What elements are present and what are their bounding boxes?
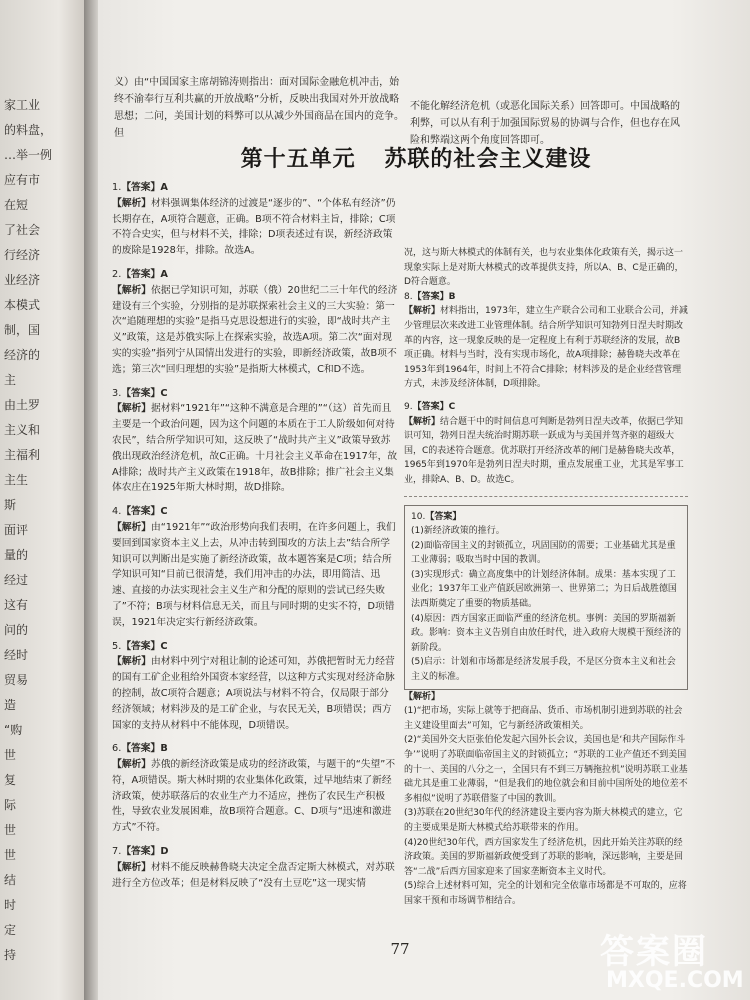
- question-number: 4.: [112, 506, 122, 518]
- right-column: [404, 246, 688, 917]
- analysis-point: (5)综合上述材料可知，完全的计划和完全依靠市场都是不可取的，应将国家干预和市场调节相结合。: [404, 881, 687, 906]
- previous-page-fragment: 面评: [4, 523, 29, 537]
- carryover-text-left: 义）由“中国国家主席胡锦涛则指出：面对国际金融危机冲击，始终不渝奉行互利共赢的开放战略”分析，反映出我国对外开放战略思想；二问，美国计划的料弊可以从减少外国商品在国内的竞争。但: [114, 77, 404, 139]
- previous-page-fragment: 这有: [4, 598, 29, 612]
- question-number: 9.: [404, 401, 413, 412]
- question-number: 6.: [112, 743, 122, 755]
- analysis-label: 【解析】: [112, 284, 151, 296]
- answer-value: B: [160, 743, 168, 755]
- answer-point: (2)面临帝国主义的封锁孤立，巩固国防的需要；工业基础尤其是重工业薄弱；吸取当时中国的教训。: [411, 540, 676, 566]
- question-item: [404, 400, 688, 488]
- previous-page-fragment: 定: [4, 923, 17, 937]
- previous-page-edge: [0, 0, 84, 1000]
- analysis-point: (4)20世纪30年代，西方国家发生了经济危机，因此开始关注苏联的经济政策。美国的罗斯福新政便受到了苏联的影响，深远影响，主要是回答“二战”后西方国家迎来了国家垄断资本主义时代。: [404, 837, 684, 877]
- answer-line: [404, 400, 688, 415]
- answer-line: [112, 267, 398, 283]
- previous-page-fragment: 由土罗: [4, 398, 41, 412]
- previous-page-fragment: 行经济: [4, 248, 41, 262]
- previous-page-fragment: 经时: [4, 648, 29, 662]
- answer-label: 【答案】: [121, 743, 161, 755]
- analysis-body: 结合题干中的时间信息可判断是勃列日涅夫改革，依据已学知识可知，勃列日涅夫统治时期苏联一跃成为与美国并驾齐驱的超级大国，C的表述符合题意。优苏联打开经济改革的闸门是赫鲁晓夫改革，1965年到1970年是勃列日涅夫时期，重点发展重工业，尤其是军事工业，排除A、B、D。故选C。: [404, 416, 684, 485]
- question-item: [404, 290, 688, 392]
- answer-value: A: [160, 268, 168, 280]
- answer-line: [112, 386, 398, 402]
- answer-value: B: [448, 291, 456, 302]
- answer-line: [112, 741, 398, 757]
- answer-point: (5)启示：计划和市场都是经济发展手段，不是区分资本主义和社会主义的标准。: [411, 657, 676, 683]
- previous-page-fragment: 主福利: [4, 448, 41, 462]
- unit-name: 苏联的社会主义建设: [384, 146, 592, 172]
- question-number: 8.: [404, 291, 413, 302]
- question-item: [112, 844, 398, 891]
- watermark-brand: 答案圈: [600, 932, 708, 972]
- answer-label: 【答案】: [121, 640, 161, 652]
- answer-value: C: [448, 401, 456, 412]
- analysis-text: [112, 283, 398, 378]
- answer-value: C: [160, 506, 168, 518]
- analysis-text: [112, 196, 398, 259]
- previous-page-fragment: 复: [4, 773, 17, 787]
- answer-label: 【答案】: [412, 401, 449, 412]
- previous-page-fragment: 际: [4, 798, 17, 812]
- question-number: 1.: [112, 182, 122, 193]
- question-number: 5.: [112, 640, 122, 652]
- previous-page-fragment: 贸易: [4, 673, 29, 687]
- previous-page-fragment: 问的: [4, 623, 29, 637]
- analysis-text: [404, 415, 688, 488]
- analysis-body: 苏俄的新经济政策是成功的经济政策，与题干的“失望”不符，A项错误。斯大林时期的农业集体化政策，过早地结束了新经济政策，使苏联落后的农业生产力不适应，挫伤了农民生产积极性，导致农业发展困难，故B项符合题意。C、D项与“迅速和激进方式”不符。: [112, 759, 396, 834]
- answer-line: [112, 844, 398, 860]
- question-item: [112, 741, 398, 836]
- analysis-body: 由“1921年”“政治形势向我们表明，在许多问题上，我们要回到国家资本主义上去，从冲击转到围攻的方法上去”结合所学知识可以判断出是实施了新经济政策，故本题答案是C项；结合所学知识可知“目前已很清楚，我们用冲击的办法，即用简洁、迅速、直接的办法实现社会主义生产和分配的原则的尝试已经失败了”不符；B项与材料信息无关，而且与同时期的史实不符，D项错误，1921年决定实行新经济政策。: [112, 521, 396, 628]
- analysis-body: 材料指出，1973年，建立生产联合公司和工业联合公司，并减少管理层次来改进工业管理体制。结合所学知识可知勃列日涅夫时期改革的内容，这一现象反映的是一定程度上有利于苏联经济的发展，故B项正确。材料与当时，没有实现市场化，故A项排除；赫鲁晓夫改革在1953年到1964年，时间上不符合C排除；材料涉及的是企业经营管理方式，未涉及经济体制，D项排除。: [404, 306, 688, 390]
- analysis-label: 【解析】: [112, 759, 151, 771]
- previous-page-fragment: 制，国: [4, 323, 41, 337]
- question-number: 3.: [112, 387, 122, 399]
- previous-page-fragment: 持: [4, 948, 17, 962]
- analysis-label: 【解析】: [112, 656, 151, 668]
- unit-title: [206, 142, 626, 173]
- previous-page-fragment: 经济的: [4, 348, 41, 362]
- previous-page-fragment: 世: [4, 848, 17, 862]
- right-column-continuation: 况，这与斯大林模式的体制有关，也与农业集体化政策有关，揭示这一现象实际上是对斯大林模式的改革提供支持，所以A、B、C是正确的，D符合题意。: [404, 248, 684, 288]
- answer-line: [112, 504, 398, 520]
- analysis-label: 【解析】: [112, 197, 151, 209]
- separator: [404, 496, 688, 497]
- analysis-point: (3)苏联在20世纪30年代的经济建设主要内容为斯大林模式的建立，它的主要成果是斯大林模式给苏联带来的作用。: [404, 808, 683, 833]
- analysis-body: 材料强调集体经济的过渡是“逐步的”、“个体私有经济”仍长期存在，A项符合题意，正确。B项不符合材料主旨，排除；C项不符合史实，但与材料不关，排除；D项表述过有误，新经济政策的废除是1928年，排除。故选A。: [112, 197, 396, 257]
- previous-page-fragment: 的料盘，: [4, 123, 53, 137]
- answer-value: C: [160, 387, 168, 399]
- unit-number: 第十五单元: [240, 146, 356, 172]
- analysis-text: [112, 401, 398, 496]
- answer-label: 【答案】: [412, 291, 449, 302]
- previous-page-fragment: 经过: [4, 573, 29, 587]
- previous-page-fragment: …举一例: [4, 148, 53, 162]
- previous-page-fragment: 主生: [4, 473, 29, 487]
- book-gutter: [84, 0, 98, 1000]
- previous-page-fragment: 时: [4, 898, 17, 912]
- previous-page-fragment: 世: [4, 823, 17, 837]
- answer-value: D: [160, 846, 169, 858]
- analysis-label: 【解析】: [404, 416, 441, 427]
- analysis-text: [112, 654, 398, 733]
- watermark-logo: [600, 924, 750, 1000]
- analysis-point: (2)“美国外交大臣张伯伦发起六国外长会议，美国也是‘和共产国际作斗争’”说明了苏联面临帝国主义的封锁孤立；“苏联的工业产值还不到美国的十一、美国的八分之一，全国只有不到三万辆拖拉机”说明苏联工业基础尤其是重工业薄弱，“但是我们的地位就会和目前中国所处的地位差不多相似”说明了苏联借鉴了中国的教训。: [404, 735, 688, 804]
- question-item: [112, 504, 398, 630]
- analysis-body: 材料不能反映赫鲁晓夫决定全盘否定斯大林模式，对苏联进行全方位改革；但是材料反映了“没有土豆吃”这一现实情: [112, 861, 395, 889]
- previous-page-fragment: 斯: [4, 498, 17, 512]
- answer-value: C: [160, 640, 168, 652]
- previous-page-fragment: 在短: [4, 198, 29, 212]
- answer-point: (1)新经济政策的推行。: [411, 526, 505, 537]
- previous-page-fragment: 业经济: [4, 273, 41, 287]
- previous-page-fragment: “购: [4, 723, 23, 737]
- answer-label: 【答案】: [425, 511, 462, 522]
- answer-line: [112, 180, 398, 196]
- question-item: [112, 639, 398, 734]
- answer-label: 【答案】: [121, 268, 161, 280]
- question-10-analysis: [404, 704, 688, 908]
- previous-page-fragment: 量的: [4, 548, 29, 562]
- analysis-label: 【解析】: [404, 306, 441, 317]
- question-10-answers: [411, 524, 681, 685]
- answer-line: [404, 290, 688, 305]
- answer-label: 【答案】: [121, 387, 161, 399]
- book-page: [98, 0, 750, 1000]
- right-items: [404, 290, 688, 488]
- answer-point: (4)原因：西方国家正面临严重的经济危机。事例：美国的罗斯福新政。影响：资本主义告别自由放任时代，进入政府大规模干预经济的新阶段。: [411, 613, 682, 653]
- previous-page-fragment: 造: [4, 698, 17, 712]
- analysis-label: 【解析】: [112, 521, 151, 533]
- previous-page-fragment: 结: [4, 873, 17, 887]
- page-number: 77: [390, 940, 410, 958]
- answer-label: 【答案】: [121, 846, 161, 858]
- analysis-label: 【解析】: [112, 403, 151, 415]
- question-item: [112, 267, 398, 378]
- analysis-point: (1)“把市场，实际上就等于把商品、货币、市场机制引进到苏联的社会主义建设里面去”可知，它与新经济政策相关。: [404, 706, 683, 731]
- analysis-text: [112, 520, 398, 631]
- previous-page-fragment: 世: [4, 748, 17, 762]
- analysis-body: 据材料“1921年”“这种不满意是合理的”“（这）首先而且主要是一个政治问题，因为这个问题的本质在于工人阶级如何对待农民”，结合所学知识可知，这反映了“战时共产主义”政策导致苏俄出现政治经济危机，故C正确。十月社会主义革命在1917年，故A排除；战时共产主义政策在1918年，故B排除；推广社会主义集体农庄在1925年斯大林时期，故D排除。: [112, 403, 398, 494]
- answer-value: A: [160, 182, 168, 193]
- analysis-body: 依据已学知识可知，苏联（俄）20世纪二三十年代的经济建设有三个实验，分别指的是苏联探索社会主义的三大实验：第一次“追随理想的实验”是指马克思设想进行的实验，即“战时共产主义”政策，这是苏俄实际上在探索实验，故选A项。第二次“面对现实的实验”指列宁从国情出发进行的实验，即新经济政策，故B项不选；第三次“回归理想的实验”是指斯大林模式，C和D不选。: [112, 284, 398, 375]
- watermark-url: MXQE.COM: [606, 968, 744, 993]
- question-number: 10.: [411, 511, 426, 522]
- analysis-text: [112, 757, 398, 836]
- carryover-text-right: 不能化解经济危机（或恶化国际关系）回答即可。中国战略的利弊，可以从有利于加强国际贸易的协调与合作，但也存在风险和弊端这两个角度回答即可。: [410, 101, 680, 146]
- analysis-label: 【解析】: [404, 691, 441, 702]
- question-item: [112, 386, 398, 497]
- question-number: 7.: [112, 846, 122, 858]
- answer-label: 【答案】: [121, 506, 161, 518]
- question-item: [112, 180, 398, 259]
- analysis-text: [404, 304, 688, 392]
- previous-page-fragment: 本模式: [4, 298, 41, 312]
- analysis-body: 由材料中列宁对租让制的论述可知，苏俄把暂时无力经营的国有工矿企业租给外国资本家经营，以这种方式实现对经济命脉的控制，故C项符合题意；A项说法与材料不符合，仅局限于部分经济领域；材料涉及的是工矿企业，与农民无关，B项错误；西方国家的支持从材料中不能体现，D项错误。: [112, 656, 395, 731]
- previous-page-fragment: 家工业: [4, 98, 41, 112]
- answer-point: (3)实现形式：确立高度集中的计划经济体制。成果：基本实现了工业化；1937年工业产值跃居欧洲第一、世界第二；为日后战胜德国法西斯奠定了重要的物质基础。: [411, 569, 677, 610]
- question-10-box: [404, 505, 688, 690]
- analysis-text: [112, 860, 398, 892]
- previous-page-fragment: 应有市: [4, 173, 41, 187]
- answer-line: [112, 639, 398, 655]
- question-10: [404, 505, 688, 909]
- answer-label: 【答案】: [121, 182, 161, 193]
- previous-page-fragment: 了社会: [4, 223, 41, 237]
- analysis-label: 【解析】: [112, 861, 151, 873]
- left-column: [112, 180, 398, 899]
- previous-page-fragment: 主义和: [4, 423, 41, 437]
- previous-page-fragment: 主: [4, 373, 17, 387]
- question-number: 2.: [112, 268, 122, 280]
